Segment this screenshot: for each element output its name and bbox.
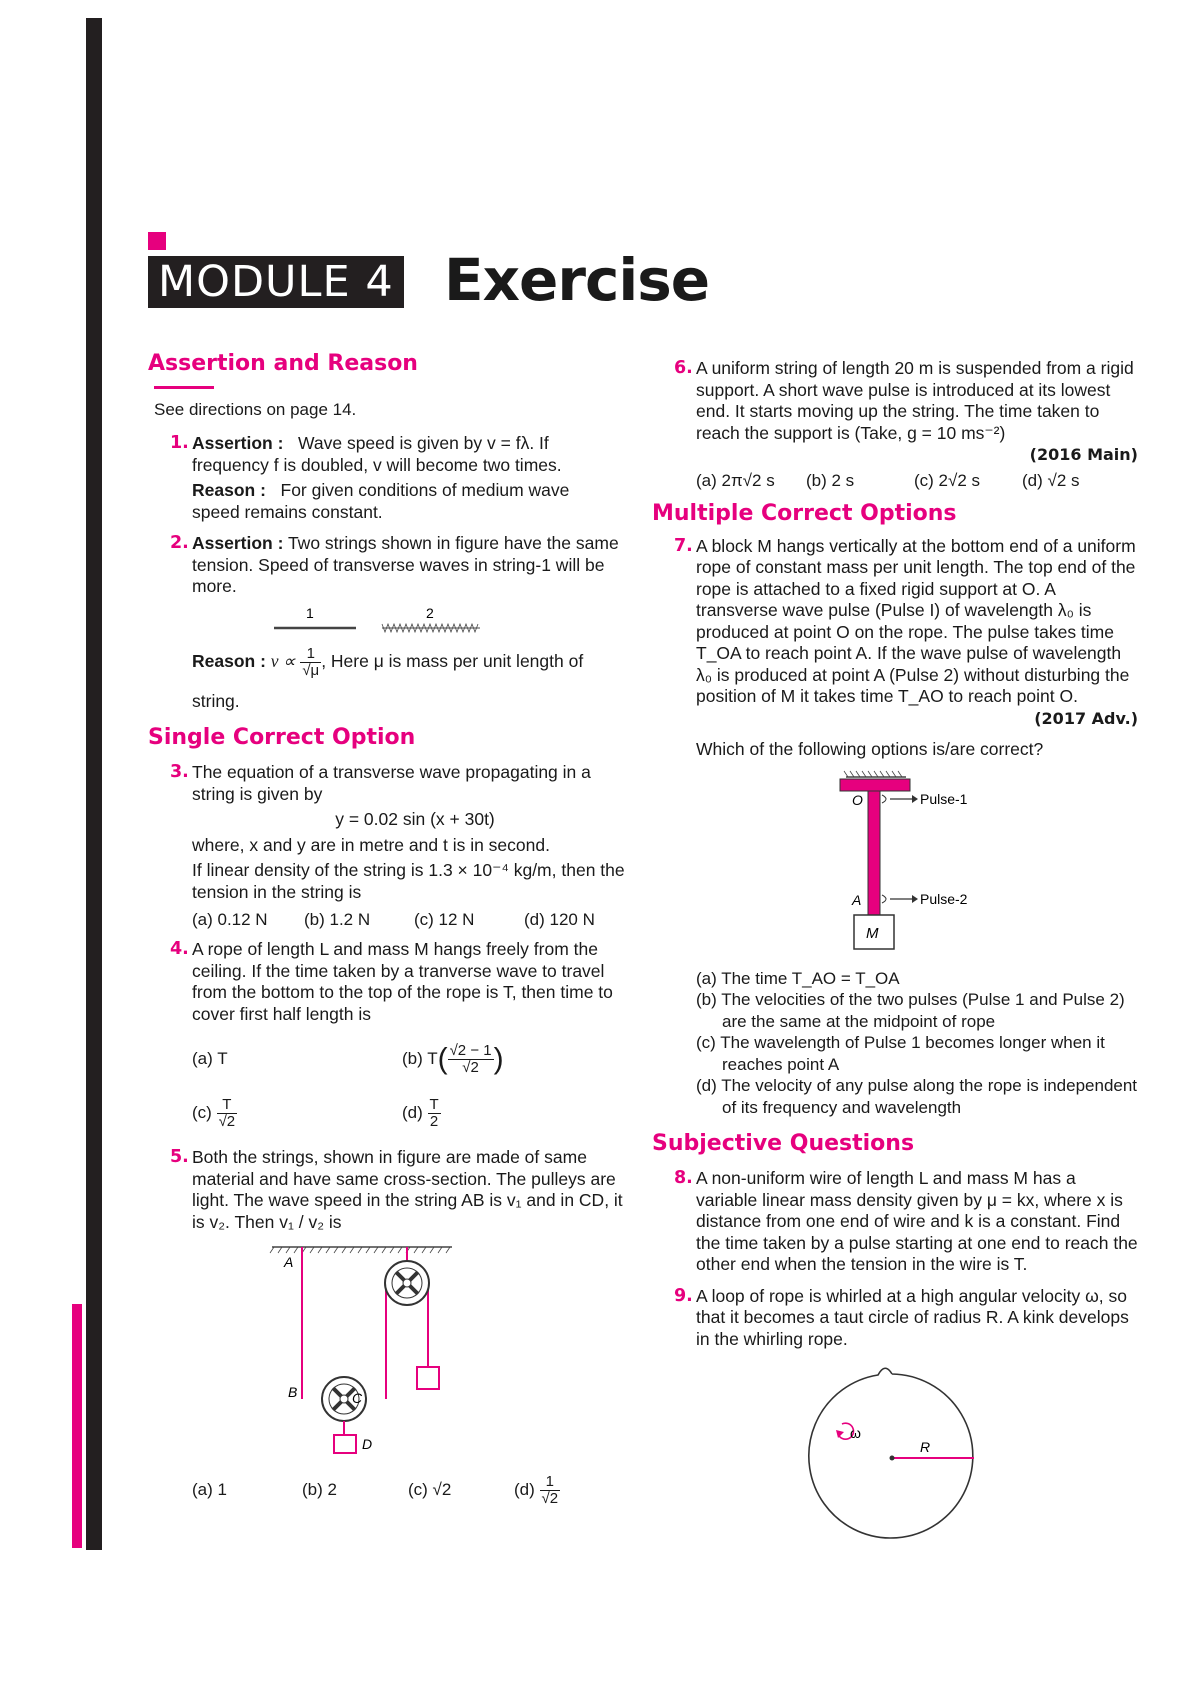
radius-label: R xyxy=(920,1439,931,1455)
question-number: 1. xyxy=(170,433,189,453)
question-text: A block M hangs vertically at the bottom end of a uniform rope of constant mass per unit length. The top end of the rope is attached to a fixed rigid support at O. A transverse wave pulse (Pulse I) of wavelength λ₀ is produced at point O on the rope. The pulse takes time T_OA to reach point A. If the wave pulse of wavelength λ₀ is produced at point A (Pulse 2) without disturbing the position of M it takes time T_AO to reach point O. xyxy=(696,535,1136,706)
rigid-support xyxy=(840,779,910,791)
section-heading-subjective: Subjective Questions xyxy=(652,1131,915,1156)
options-row-2 xyxy=(192,1091,638,1135)
assertion-label: Assertion : xyxy=(192,433,284,453)
density-text: If linear density of the string is 1.3 × 10⁻⁴ kg/m, then the tension in the string is xyxy=(192,860,625,902)
ceiling-hatch xyxy=(270,1247,450,1253)
directions-note: See directions on page 14. xyxy=(154,400,357,419)
section-heading-assertion-reason: Assertion and Reason xyxy=(148,351,418,376)
option-b-prefix: (b) T xyxy=(402,1048,438,1068)
mass-block-right xyxy=(417,1367,439,1389)
question-number: 8. xyxy=(674,1168,693,1188)
option-a[interactable]: (a) The time T_AO = T_OA xyxy=(696,968,900,988)
option-b[interactable]: (b) The velocities of the two pulses (Pulse 1 and Pulse 2) are the same at the midpoint of rope xyxy=(696,990,1125,1031)
option-c[interactable]: (c) 2√2 s xyxy=(914,470,981,490)
fraction-denominator: √μ xyxy=(302,661,320,679)
fraction-numerator: √2 − 1 xyxy=(449,1041,492,1059)
option-d[interactable]: (d) 120 N xyxy=(524,910,595,929)
block-M-label: M xyxy=(866,924,879,942)
fraction-denominator: √2 xyxy=(541,1489,559,1507)
reason-label: Reason : xyxy=(192,480,266,500)
assertion-text: Wave speed is given by v = fλ. If xyxy=(298,433,549,453)
module-label: MODULE 4 xyxy=(148,256,404,308)
question-5 xyxy=(148,1147,638,1512)
option-b[interactable]: (b) 2 s xyxy=(806,470,855,490)
q7-options xyxy=(652,968,1138,1119)
option-c[interactable]: (c) 12 N xyxy=(414,910,475,929)
option-d-prefix: (d) xyxy=(402,1102,423,1122)
options-row xyxy=(696,470,1138,492)
options-row-1 xyxy=(192,1035,638,1083)
question-number: 7. xyxy=(674,535,693,556)
question-text: A rope of length L and mass M hangs freely from the ceiling. If the time taken by a tranverse wave to travel from the bottom to the top of the rope is T, then time to cover first half length is xyxy=(192,939,613,1024)
center-point xyxy=(890,1456,895,1461)
question-text: The equation of a transverse wave propagating in a string is given by xyxy=(192,762,591,804)
question-number: 4. xyxy=(170,939,189,959)
question-3 xyxy=(148,762,638,931)
option-a[interactable]: (a) 2π√2 s xyxy=(696,470,775,490)
point-D-label: D xyxy=(362,1436,373,1452)
option-b[interactable]: (b) 2 xyxy=(302,1480,337,1499)
string-2-label: 2 xyxy=(426,604,434,621)
header-accent-square xyxy=(148,232,166,250)
option-d[interactable] xyxy=(402,1097,441,1130)
omega-label: ω xyxy=(850,1425,861,1441)
pulse-1-arrowhead xyxy=(912,795,918,803)
option-d[interactable]: (d) √2 s xyxy=(1022,470,1080,490)
page-spine-bar xyxy=(86,18,102,1550)
question-number: 9. xyxy=(674,1285,693,1306)
question-text: A uniform string of length 20 m is suspended from a rigid support. A short wave pulse is introduced at its lowest end. It starts moving up the string. The time taken to reach the support is (Take, g = 10 ms⁻²) xyxy=(696,358,1134,443)
assertion-label: Assertion : xyxy=(192,533,284,553)
question-prompt: Which of the following options is/are correct? xyxy=(696,739,1044,759)
variables-note: where, x and y are in metre and t is in second. xyxy=(192,834,550,855)
option-c[interactable] xyxy=(192,1097,402,1130)
assertion-text: Two strings shown in figure have the same tension. Speed of transverse waves in string-1 will be more. xyxy=(192,533,619,596)
option-a[interactable]: (a) 1 xyxy=(192,1480,227,1499)
option-c-prefix: (c) xyxy=(192,1102,212,1122)
pulse-2-shape xyxy=(882,895,886,903)
question-number: 2. xyxy=(170,533,189,553)
pulse-1-shape xyxy=(882,795,886,803)
point-O-label: O xyxy=(852,791,863,808)
fraction-numerator: T xyxy=(217,1097,238,1114)
option-a[interactable]: (a) 0.12 N xyxy=(192,910,268,929)
reason-label: Reason : xyxy=(192,650,266,671)
rope-block-figure xyxy=(806,769,1006,954)
fraction-denominator: √2 xyxy=(462,1058,479,1076)
section-heading-single-correct: Single Correct Option xyxy=(148,725,416,750)
point-A-label: A xyxy=(284,1254,294,1270)
question-number: 5. xyxy=(170,1147,189,1167)
wave-equation: y = 0.02 sin (x + 30t) xyxy=(335,809,495,829)
reason-fraction xyxy=(300,646,321,679)
pulse-2-label: Pulse-2 xyxy=(920,890,968,907)
page-title: Exercise xyxy=(444,246,710,314)
fraction-numerator: 1 xyxy=(540,1474,561,1491)
question-source: (2016 Main) xyxy=(1029,445,1138,464)
question-4 xyxy=(148,939,638,1135)
section-heading-multiple-correct: Multiple Correct Options xyxy=(652,500,957,526)
pulley-2-hub xyxy=(340,1395,348,1403)
section-rule xyxy=(154,386,214,389)
question-number: 6. xyxy=(674,358,693,378)
reason-text: For given conditions of medium wave xyxy=(280,480,570,500)
options-row xyxy=(192,909,638,931)
rope-loop-with-kink xyxy=(809,1368,973,1538)
option-a[interactable]: (a) T xyxy=(192,1049,228,1068)
option-d[interactable] xyxy=(514,1474,560,1507)
whirling-loop-figure xyxy=(792,1358,992,1543)
reason-tail: string. xyxy=(192,690,240,711)
point-B-label: B xyxy=(288,1384,298,1400)
rope xyxy=(868,791,880,923)
question-7 xyxy=(652,536,1138,954)
fraction-denominator: 2 xyxy=(429,1112,439,1130)
pulley-1-hub xyxy=(403,1279,411,1287)
reason-proportional: v ∝ xyxy=(270,650,296,671)
question-text: A loop of rope is whirled at a high angular velocity ω, so that it becomes a taut circle of radius R. A kink develops in the whirling rope. xyxy=(696,1285,1129,1349)
support-hatch xyxy=(844,771,902,777)
question-source: (2017 Adv.) xyxy=(1034,708,1138,728)
fraction-denominator: √2 xyxy=(218,1112,236,1130)
option-c[interactable]: (c) The wavelength of Pulse 1 becomes longer when it reaches point A xyxy=(696,1033,1105,1074)
question-text: Both the strings, shown in figure are made of same material and have same cross-section. The pulleys are light. The wave speed in the string AB is v₁ and in CD, it is v₂. Then v₁ / v₂ is xyxy=(192,1147,623,1232)
pulse-1-label: Pulse-1 xyxy=(920,790,968,807)
pulley-figure xyxy=(262,1239,462,1454)
reason-text-cont: speed remains constant. xyxy=(192,501,383,522)
question-6 xyxy=(652,358,1138,492)
question-2 xyxy=(148,533,638,712)
left-column xyxy=(148,350,638,1512)
question-9 xyxy=(652,1286,1138,1544)
point-C-label: C xyxy=(352,1390,363,1406)
question-number: 3. xyxy=(170,762,189,782)
fraction-numerator: T xyxy=(429,1095,439,1113)
fraction-numerator: 1 xyxy=(300,646,321,663)
right-column xyxy=(652,358,1138,1543)
reason-text: , Here μ is mass per unit length of xyxy=(321,650,584,671)
option-c[interactable]: (c) √2 xyxy=(408,1480,452,1499)
mass-block-D xyxy=(334,1435,356,1453)
pulse-2-arrowhead xyxy=(912,895,918,903)
two-strings-figure xyxy=(272,604,532,644)
assertion-text-cont: frequency f is doubled, v will become two times. xyxy=(192,454,562,475)
option-b[interactable]: (b) 1.2 N xyxy=(304,910,371,929)
page-spine-accent xyxy=(72,1304,82,1548)
option-d-prefix: (d) xyxy=(514,1479,535,1499)
point-A-label: A xyxy=(852,891,862,908)
question-text: A non-uniform wire of length L and mass M has a variable linear mass density given by μ = kx, where x is distance from one end of wire and k is a constant. Find the time taken by a pulse starting at one end to reach the other end when the tension in the wire is T. xyxy=(696,1168,1138,1274)
string-1-label: 1 xyxy=(306,604,314,621)
question-8 xyxy=(652,1168,1138,1276)
option-d[interactable]: (d) The velocity of any pulse along the rope is independent of its frequency and wavelength xyxy=(696,1076,1138,1117)
question-1 xyxy=(148,433,638,523)
options-row xyxy=(192,1468,638,1512)
option-b[interactable]: (b) T( $\frac{√2 - 1}{√2}$ ) xyxy=(402,1041,504,1076)
